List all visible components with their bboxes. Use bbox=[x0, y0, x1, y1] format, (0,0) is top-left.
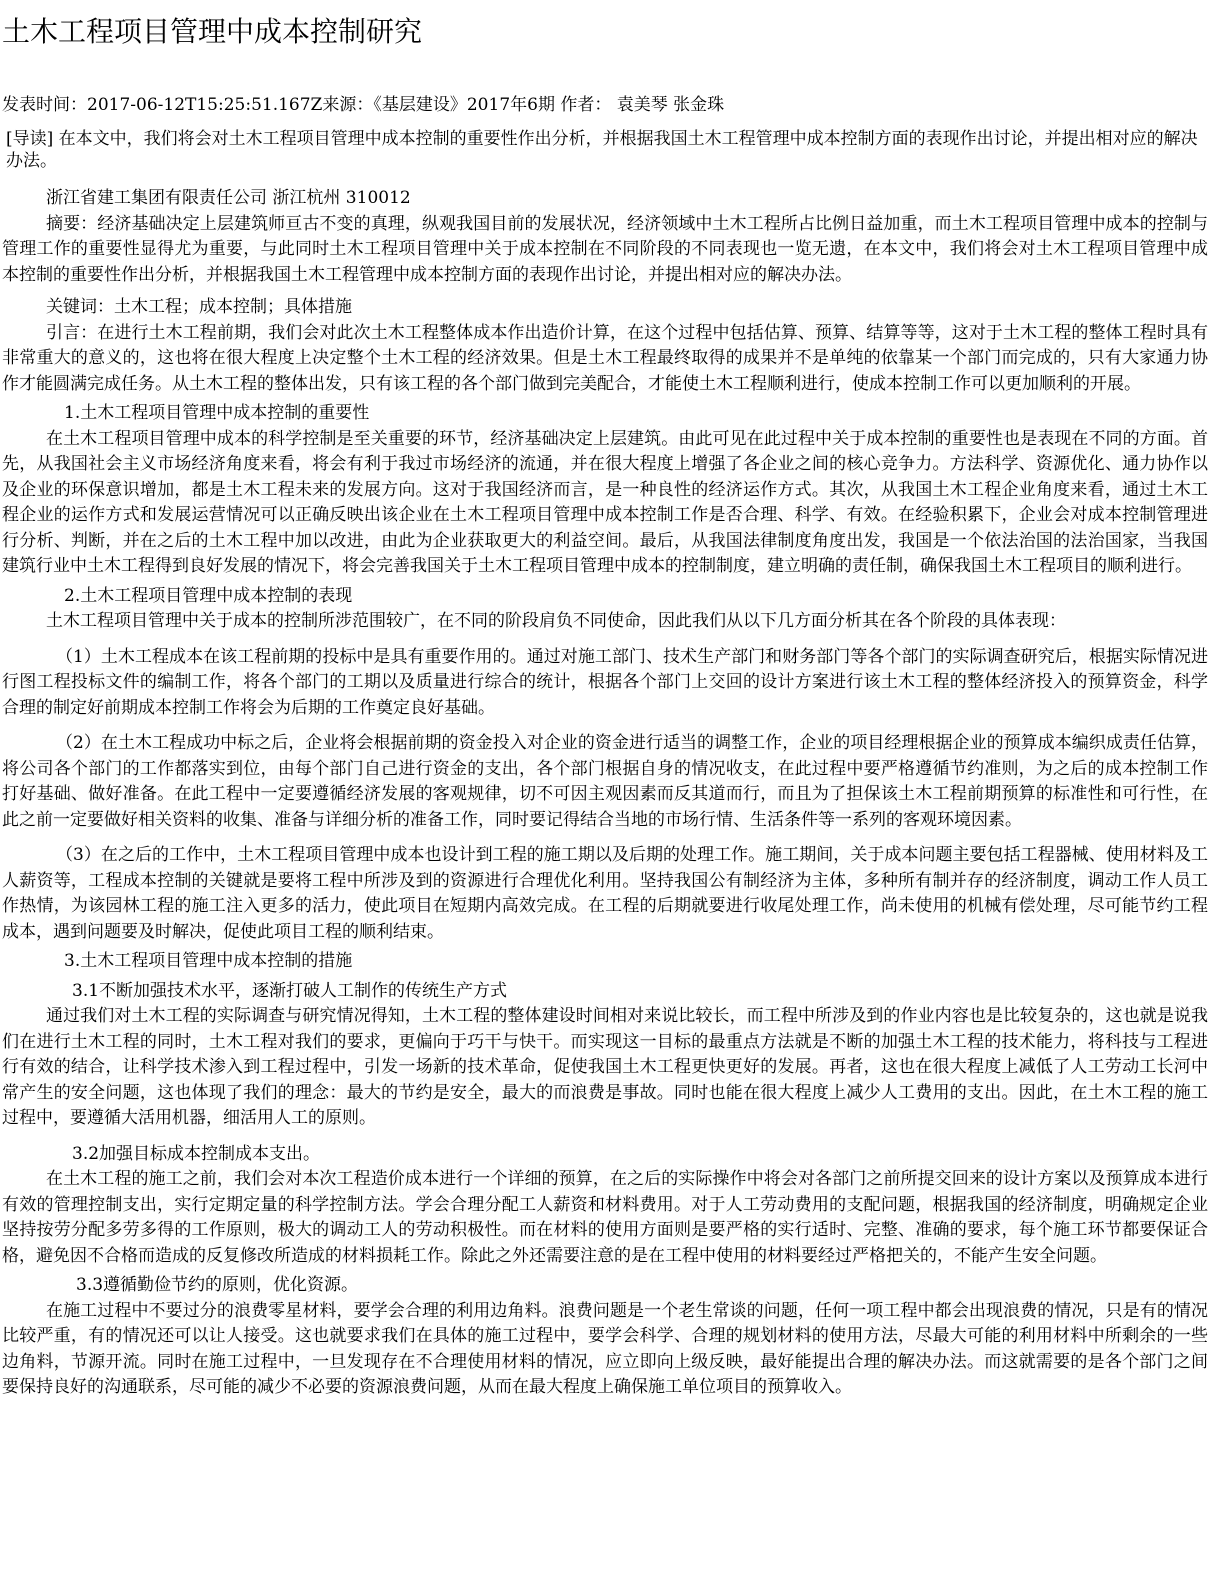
section-3-1-body: 通过我们对土木工程的实际调查与研究情况得知，土木工程的整体建设时间相对来说比较长，而工程中所涉及到的作业内容也是比较复杂的，这也就是说我们在进行土木工程的同时，土木工程对我们的要求，更偏向于巧干与快干。而实现这一目标的最重点方法就是不断的加强土木工程的技术能力，将科技与工程进行有效的结合，让科学技术渗入到工程过程中，引发一场新的技术革命，促使我国土木工程更快更好的发展。再者，这也在很大程度上减低了人工劳动工长河中常产生的安全问题，这也体现了我们的理念：最大的节约是安全，最大的而浪费是事故。同时也能在很大程度上减少人工费用的支出。因此，在土木工程的施工过程中，要遵循大活用机器，细活用人工的原则。 bbox=[2, 1006, 1208, 1128]
publish-meta: 发表时间：2017-06-12T15:25:51.167Z来源：《基层建设》2017年6期 作者： 袁美琴 张金珠 bbox=[2, 95, 725, 115]
section-3-3-body: 在施工过程中不要过分的浪费零星材料，要学会合理的利用边角料。浪费问题是一个老生常谈的问题，任何一项工程中都会出现浪费的情况，只是有的情况比较严重，有的情况还可以让人接受。这也就要求我们在具体的施工过程中，要学会科学、合理的规划材料的使用方法，尽最大可能的利用材料中所剩余的一些边角料，节源开流。同时在施工过程中，一旦发现存在不合理使用材料的情况，应立即向上级反映，最好能提出合理的解决办法。而这就需要的是各个部门之间要保持良好的沟通联系，尽可能的减少不必要的资源浪费问题，从而在最大程度上确保施工单位项目的预算收入。 bbox=[2, 1300, 1208, 1397]
section-3-1-heading: 3.1不断加强技术水平，逐渐打破人工制作的传统生产方式 bbox=[72, 980, 508, 1001]
section-1-heading: 1.土木工程项目管理中成本控制的重要性 bbox=[64, 403, 370, 423]
introduction: 引言：在进行土木工程前期，我们会对此次土木工程整体成本作出造价计算，在这个过程中包括估算、预算、结算等等，这对于土木工程的整体工程时具有非常重大的意义的，这也将在很大程度上决定整个土木工程的经济效果。但是土木工程最终取得的成果并不是单纯的依靠某一个部门而完成的，只有大家通力协作才能圆满完成任务。从土木工程的整体出发，只有该工程的各个部门做到完美配合，才能使土木工程顺利进行，使成本控制工作可以更加顺利的开展。 bbox=[2, 322, 1208, 394]
section-3-heading: 3.土木工程项目管理中成本控制的措施 bbox=[64, 951, 353, 971]
section-1-body: 在土木工程项目管理中成本的科学控制是至关重要的环节，经济基础决定上层建筑。由此可见在此过程中关于成本控制的重要性也是表现在不同的方面。首先，从我国社会主义市场经济角度来看，将会有利于我过市场经济的流通，并在很大程度上增强了各企业之间的核心竞争力。方法科学、资源优化、通力协作以及企业的环保意识增加，都是土木工程未来的发展方向。这对于我国经济而言，是一种良性的经济运作方式。其次，从我国土木工程企业角度来看，通过土木工程企业的运作方式和发展运营情况可以正确反映出该企业在土木工程项目管理中成本控制工作是否合理、科学、有效。在经验积累下，企业会对成本控制管理进行分析、判断，并在之后的土木工程中加以改进，由此为企业获取更大的利益空间。最后，从我国法律制度角度出发，我国是一个依法治国的法治国家，当我国建筑行业中土木工程得到良好发展的情况下，将会完善我国关于土木工程项目管理中成本的控制制度，建立明确的责任制，确保我国土木工程项目的顺利进行。 bbox=[2, 428, 1208, 576]
section-2-item-1: （1）土木工程成本在该工程前期的投标中是具有重要作用的。通过对施工部门、技术生产部门和财务部门等各个部门的实际调查研究后，根据实际情况进行图工程投标文件的编制工作，将各个部门的工期以及质量进行综合的统计，根据各个部门上交回的设计方案进行该土木工程的整体经济投入的预算资金，科学合理的制定好前期成本控制工作将会为后期的工作奠定良好基础。 bbox=[2, 646, 1208, 718]
affiliation: 浙江省建工集团有限责任公司 浙江杭州 310012 bbox=[46, 188, 411, 208]
section-2-body: 土木工程项目管理中关于成本的控制所涉范围较广，在不同的阶段肩负不同使命，因此我们从以下几方面分析其在各个阶段的具体表现： bbox=[46, 611, 1066, 631]
lead-summary: [导读] 在本文中，我们将会对土木工程项目管理中成本控制的重要性作出分析，并根据我国土木工程管理中成本控制方面的表现作出讨论，并提出相对应的解决办法。 bbox=[6, 129, 1198, 171]
section-3-3-heading: 3.3遵循勤俭节约的原则，优化资源。 bbox=[76, 1275, 359, 1295]
section-3-2-heading: 3.2加强目标成本控制成本支出。 bbox=[72, 1143, 321, 1164]
article-title: 土木工程项目管理中成本控制研究 bbox=[2, 15, 423, 48]
section-2-item-3: （3）在之后的工作中，土木工程项目管理中成本也设计到工程的施工期以及后期的处理工作。施工期间，关于成本问题主要包括工程器械、使用材料及工人薪资等，工程成本控制的关键就是要将工程中所涉及到的资源进行合理优化利用。坚持我国公有制经济为主体，多种所有制并存的经济制度，调动工作人员工作热情，为该园林工程的施工注入更多的活力，使此项目在短期内高效完成。在工程的后期就要进行收尾处理工作，尚未使用的机械有偿处理，尽可能节约工程成本，遇到问题要及时解决，促使此项目工程的顺利结束。 bbox=[2, 845, 1208, 942]
section-3-2-body: 在土木工程的施工之前，我们会对本次工程造价成本进行一个详细的预算，在之后的实际操作中将会对各部门之前所提交回来的设计方案以及预算成本进行有效的管理控制支出，实行定期定量的科学控制方法。学会合理分配工人薪资和材料费用。对于人工劳动费用的支配问题，根据我国的经济制度，明确规定企业坚持按劳分配多劳多得的工作原则，极大的调动工人的劳动积极性。而在材料的使用方面则是要严格的实行适时、完整、准确的要求，每个施工环节都要保证合格，避免因不合格而造成的反复修改所造成的材料损耗工作。除此之外还需要注意的是在工程中使用的材料要经过严格把关的，不能产生安全问题。 bbox=[2, 1169, 1208, 1266]
section-2-item-2: （2）在土木工程成功中标之后，企业将会根据前期的资金投入对企业的资金进行适当的调整工作，企业的项目经理根据企业的预算成本编织成责任估算，将公司各个部门的工作都落实到位，由每个部门自己进行资金的支出，各个部门根据自身的情况收支，在此过程中要严格遵循节约准则，为之后的成本控制工作打好基础、做好准备。在此工程中一定要遵循经济发展的客观规律，切不可因主观因素而反其道而行，而且为了担保该土木工程前期预算的标准性和可行性，在此之前一定要做好相关资料的收集、准备与详细分析的准备工作，同时要记得结合当地的市场行情、生活条件等一系列的客观环境因素。 bbox=[2, 733, 1208, 830]
section-2-heading: 2.土木工程项目管理中成本控制的表现 bbox=[64, 585, 353, 606]
keywords: 关键词：土木工程；成本控制；具体措施 bbox=[46, 297, 352, 317]
abstract: 摘要：经济基础决定上层建筑师亘古不变的真理，纵观我国目前的发展状况，经济领域中土木工程所占比例日益加重，而土木工程项目管理中成本的控制与管理工作的重要性显得尤为重要，与此同时土木工程项目管理中关于成本控制在不同阶段的不同表现也一览无遗，在本文中，我们将会对土木工程项目管理中成本控制的重要性作出分析，并根据我国土木工程管理中成本控制方面的表现作出讨论，并提出相对应的解决办法。 bbox=[2, 213, 1208, 285]
